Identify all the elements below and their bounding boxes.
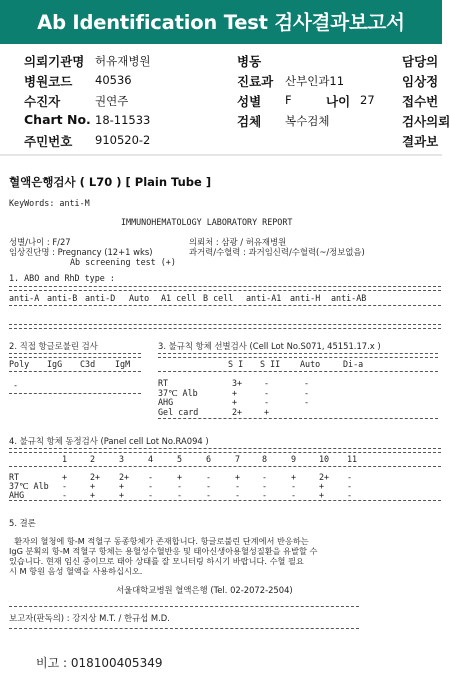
screen-value: + (232, 397, 238, 407)
hospital-line: 서울대학교병원 혈액은행 (Tel. 02-2072-2504) (116, 585, 293, 595)
info-label: 병원코드 (24, 74, 73, 89)
panel-column-header: 5 (177, 454, 183, 464)
panel-value: - (262, 490, 268, 500)
abo-column-header: anti-A1 (246, 293, 282, 303)
info-label: 성별 (237, 94, 262, 109)
panel-value: - (177, 490, 183, 500)
panel-phase: AHG (9, 490, 25, 500)
panel-column-header: 3 (119, 454, 125, 464)
panel-header-row (9, 454, 441, 464)
info-label: 진료과 (237, 74, 274, 89)
info-label: 나이 (326, 94, 351, 109)
screen-phase: AHG (158, 397, 174, 407)
info-label: 담당의 (402, 54, 439, 69)
info-label: Chart No. (24, 112, 91, 127)
dat-value: - (13, 380, 19, 390)
panel-column-header: 2 (90, 454, 96, 464)
panel-value: - (62, 490, 68, 500)
panel-value: - (206, 490, 212, 500)
panel-value: - (235, 490, 241, 500)
abo-column-header: anti-AB (331, 293, 367, 303)
dat-column-header: IgM (115, 359, 131, 369)
info-label: 결과보 (402, 134, 439, 149)
rule (9, 606, 359, 607)
info-label: 임상정 (402, 74, 439, 89)
panel-value: - (347, 490, 353, 500)
screen-column-header: S I (228, 359, 244, 369)
panel-value: + (235, 472, 241, 482)
keywords: KeyWords: anti-M (9, 198, 90, 208)
abo-column-header: anti-D (85, 293, 116, 303)
info-label: 접수번 (402, 94, 439, 109)
info-value: 40536 (95, 73, 132, 87)
panel-value: - (262, 472, 268, 482)
rule (9, 371, 141, 372)
panel-value: - (148, 472, 154, 482)
screen-header-row (158, 359, 438, 369)
rule (9, 353, 141, 358)
info-value: 27 (360, 93, 375, 107)
info-value: 910520-2 (95, 133, 151, 147)
panel-value: - (291, 490, 297, 500)
panel-value: - (148, 481, 154, 491)
panel-value: + (90, 490, 96, 500)
abo-column-header: anti-B (47, 293, 78, 303)
dat-column-header: C3d (80, 359, 96, 369)
conclusion-line: IgG 분획의 항-M 적혈구 항체는 용혈성수혈반응 및 태아신생아용혈성질환을 유발할 수 (9, 546, 318, 556)
info-value: 산부인과11 (285, 74, 345, 88)
screen-phase: Gel card (158, 406, 199, 417)
rule (9, 305, 441, 306)
divider (0, 154, 442, 156)
screen-column-header: S II (260, 359, 281, 369)
sex-age: 성별/나이 : F/27 (9, 237, 71, 247)
diagnosis: 임상진단명 : Pregnancy (12+1 wks) (9, 247, 153, 257)
panel-column-header: 10 (319, 454, 330, 464)
rule (9, 448, 441, 453)
panel-value: - (291, 481, 297, 491)
rule (158, 418, 438, 419)
screen-column-header: Di-a (343, 359, 364, 369)
screen-value: 3+ (232, 378, 243, 388)
info-value: 복수검체 (285, 114, 330, 128)
screen-row (158, 397, 438, 407)
panel-value: 2+ (319, 472, 330, 482)
panel-column-header: 6 (206, 454, 212, 464)
section-conclusion-title: 5. 결론 (9, 518, 36, 528)
remarks: 비고 : 018100405349 (36, 656, 163, 670)
panel-value: + (62, 472, 68, 482)
panel-value: - (347, 481, 353, 491)
panel-value: + (119, 490, 125, 500)
screen-value: - (264, 397, 270, 407)
panel-value: + (90, 481, 96, 491)
panel-phase: 37℃ Alb (9, 481, 49, 491)
panel-column-header: 9 (291, 454, 297, 464)
info-label: 병동 (237, 54, 262, 69)
panel-value: + (177, 472, 183, 482)
panel-phase: RT (9, 472, 20, 482)
lab-report (0, 160, 442, 678)
panel-value: + (319, 490, 325, 500)
screen-value: + (264, 406, 270, 417)
panel-column-header: 8 (262, 454, 268, 464)
screen-value: - (304, 397, 310, 407)
dat-column-header: Poly (9, 359, 30, 369)
panel-value: - (347, 472, 353, 482)
rule (9, 393, 141, 394)
panel-value: + (291, 472, 297, 482)
rule (9, 500, 441, 501)
info-label: 수진자 (24, 94, 61, 109)
screen-phase: RT (158, 378, 169, 388)
panel-column-header: 4 (148, 454, 154, 464)
info-label: 주민번호 (24, 134, 73, 149)
screen-value: + (232, 387, 238, 398)
dat-value-row (9, 380, 149, 390)
panel-value: - (235, 481, 241, 491)
panel-column-header: 1 (62, 454, 68, 464)
abo-column-header: anti-A (9, 293, 40, 303)
reporter-line: 보고자(판독의) : 강지상 M.T. / 한규섭 M.D. (9, 613, 170, 623)
panel-value: 2+ (90, 472, 101, 482)
info-label: 검사의뢰 (402, 114, 450, 129)
info-value: 허유재병원 (95, 54, 151, 68)
abo-header-row (9, 293, 441, 303)
conclusion-line: 있습니다. 현재 임신 중이므로 태아 상태를 잘 모니터링 하시기 바랍니다. 수혈 필요 (9, 556, 304, 566)
requester: 의뢰처 : 삼광 / 허유재병원 (189, 237, 287, 247)
screen-value: - (264, 378, 270, 388)
info-value: 권연주 (95, 94, 129, 108)
rule (9, 466, 441, 467)
section-screen-title: 3. 불규칙 항체 선별검사 (Cell Lot No.S071, 45151.17.x ) (158, 341, 381, 351)
screen-row (158, 378, 438, 388)
panel-row (9, 490, 441, 500)
panel-value: 2+ (119, 472, 130, 482)
panel-value: - (206, 472, 212, 482)
screen-row (158, 388, 438, 398)
screen-value: 2+ (232, 406, 243, 417)
screen-value: - (304, 378, 310, 388)
rule (9, 628, 359, 629)
panel-value: + (119, 481, 125, 491)
screening-note: Ab screening test (+) (70, 257, 176, 267)
panel-column-header: 11 (347, 454, 358, 464)
conclusion-line: 환자의 혈청에 항-M 적혈구 동종항체가 존재합니다. 항글로불린 단계에서 반응하는 (9, 536, 309, 546)
section-abo-title: 1. ABO and RhD type : (9, 273, 115, 283)
panel-column-header: 7 (235, 454, 241, 464)
report-banner (0, 0, 442, 44)
screen-value: - (304, 387, 310, 398)
panel-value: + (319, 481, 325, 491)
banner-title: Ab Identification Test 검사결과보고서 (37, 11, 405, 34)
screen-phase: 37℃ Alb (158, 387, 198, 398)
info-value: 18-11533 (95, 113, 151, 127)
abo-column-header: Auto (129, 293, 150, 303)
rule (9, 286, 441, 291)
lab-title: IMMUNOHEMATOLOGY LABORATORY REPORT (121, 217, 293, 227)
abo-column-header: A1 cell (161, 293, 197, 303)
screen-column-header: Auto (300, 359, 321, 369)
report-title: 혈액은행검사 ( L70 ) [ Plain Tube ] (9, 175, 212, 189)
patient-info (0, 50, 450, 154)
section-dat-title: 2. 직접 항글로불린 검사 (9, 341, 98, 351)
info-label: 검체 (237, 114, 262, 129)
history: 과거력/수혈력 : 과거임신력/수혈력(~/정보없음) (189, 247, 365, 257)
abo-column-header: anti-H (290, 293, 321, 303)
dat-header-row (9, 359, 149, 369)
info-label: 의뢰기관명 (24, 54, 85, 69)
screen-value: - (264, 387, 270, 398)
rule (158, 353, 438, 358)
rule (158, 371, 438, 372)
panel-value: - (177, 481, 183, 491)
panel-value: - (206, 481, 212, 491)
panel-value: - (148, 490, 154, 500)
dat-column-header: IgG (47, 359, 63, 369)
screen-row (158, 407, 438, 417)
info-value: F (285, 93, 292, 107)
abo-column-header: B cell (203, 293, 234, 303)
section-panel-title: 4. 불규칙 항체 동정검사 (Panel cell Lot No.RA094 ) (9, 436, 209, 446)
panel-value: - (262, 481, 268, 491)
panel-value: - (62, 481, 68, 491)
rule (9, 324, 441, 329)
conclusion-line: 시 M 항원 음성 혈액을 사용하십시오. (9, 566, 143, 576)
